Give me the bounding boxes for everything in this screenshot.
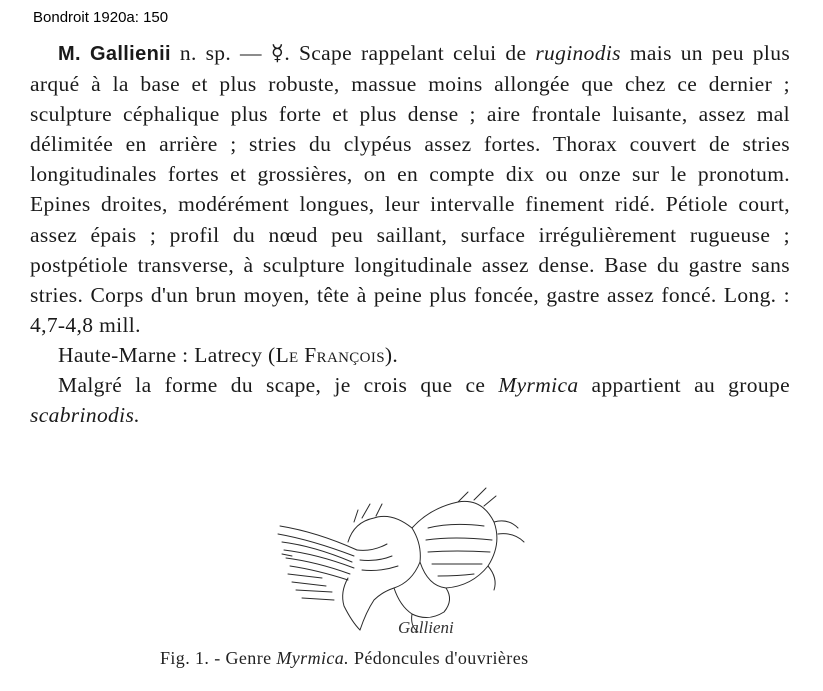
locality-place: Haute-Marne : Latrecy ( xyxy=(58,342,276,367)
figure-label: Gallieni xyxy=(398,618,454,637)
figure-caption xyxy=(160,648,529,669)
species-name: M. Gallienii xyxy=(58,43,171,65)
collector-name: Le François xyxy=(275,342,385,367)
species-group: scabrinodis. xyxy=(30,403,140,428)
genus-name: Myrmica xyxy=(498,373,579,398)
remark-text-2: appartient au groupe xyxy=(591,373,790,398)
remark-paragraph xyxy=(30,370,790,430)
remark-text-1: Malgré la forme du scape, je crois que ce xyxy=(58,373,486,398)
locality-paragraph xyxy=(30,340,790,370)
locality-close: ). xyxy=(384,342,399,367)
citation-header: Bondroit 1920a: 150 xyxy=(33,9,169,26)
description-paragraph xyxy=(30,38,790,340)
caste-symbol: ☿. xyxy=(270,41,291,65)
caption-suffix: Pédoncules d'ouvrières xyxy=(353,648,529,668)
caption-genus: Myrmica. xyxy=(276,648,350,668)
description-text-2: mais un peu plus arqué à la base et plus robuste, massue moins allongée que chez ce dernier ; sculpture céphalique plus forte et plus dense ; aire frontale luisante, assez mal délimitée en arrière ; stries du clypéus assez fortes. Thorax couvert de stries longitudinales fortes et grossières, on en compte dix ou onze sur le pronotum. Epines droites, modérément longues, leur intervalle finement ridé. Pétiole court, assez épais ; profil du nœud peu saillant, surface irrégulièrement rugueuse ; postpétiole transverse, à sculpture longitudinale assez dense. Base du gastre sans stries. Corps d'un brun moyen, tête à peine plus foncée, gastre assez foncé. Long. : 4,7-4,8 mill. xyxy=(30,41,791,337)
compared-species: ruginodis xyxy=(535,41,621,65)
species-status: n. sp. — xyxy=(179,41,262,65)
caption-prefix: Fig. 1. - Genre xyxy=(160,648,272,668)
description-text-1: Scape rappelant celui de xyxy=(298,41,527,65)
species-description xyxy=(30,38,790,430)
